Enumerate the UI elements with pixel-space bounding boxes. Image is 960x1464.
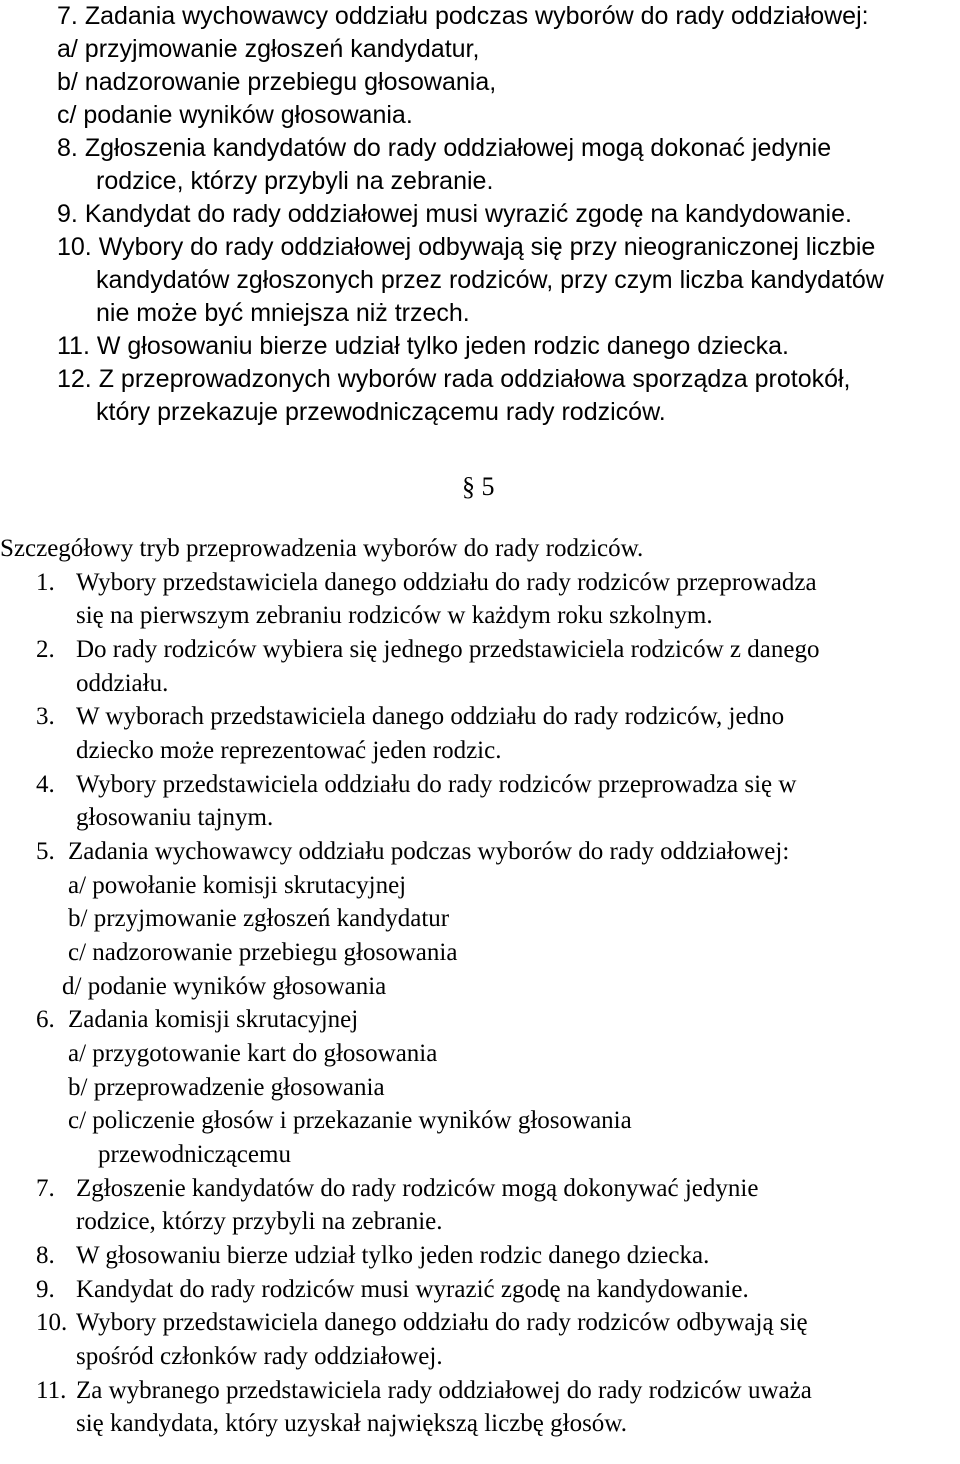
list-item: a/ przygotowanie kart do głosowania <box>68 1040 438 1067</box>
list-item: c/ podanie wyników głosowania. <box>57 101 413 129</box>
list-item: się kandydata, który uzyskał największą liczbę głosów. <box>76 1410 627 1437</box>
list-item: c/ policzenie głosów i przekazanie wyników głosowania <box>68 1107 632 1134</box>
list-item: 11. Za wybranego przedstawiciela rady oddziałowej do rady rodziców uważa <box>36 1377 812 1404</box>
list-item: 11. W głosowaniu bierze udział tylko jeden rodzic danego dziecka. <box>57 332 789 360</box>
list-item: 1. Wybory przedstawiciela danego oddziału do rady rodziców przeprowadza <box>36 569 817 596</box>
list-item: rodzice, którzy przybyli na zebranie. <box>76 1208 443 1235</box>
list-item: dziecko może reprezentować jeden rodzic. <box>76 737 502 764</box>
list-item: przewodniczącemu <box>98 1141 291 1168</box>
list-item: spośród członków rady oddziałowej. <box>76 1343 443 1370</box>
list-item: 7. Zadania wychowawcy oddziału podczas wyborów do rady oddziałowej: <box>57 2 869 30</box>
list-item: b/ przeprowadzenie głosowania <box>68 1074 385 1101</box>
list-item: a/ powołanie komisji skrutacyjnej <box>68 872 407 899</box>
list-item: 5. Zadania wychowawcy oddziału podczas wyborów do rady oddziałowej: <box>36 838 790 865</box>
list-item: 9. Kandydat do rady rodziców musi wyrazić zgodę na kandydowanie. <box>36 1276 749 1303</box>
section-heading: § 5 <box>462 472 495 501</box>
list-item: 8. W głosowaniu bierze udział tylko jeden rodzic danego dziecka. <box>36 1242 710 1269</box>
list-item: 6. Zadania komisji skrutacyjnej <box>36 1006 359 1033</box>
list-item: 2. Do rady rodziców wybiera się jednego przedstawiciela rodziców z danego <box>36 636 820 663</box>
list-item: rodzice, którzy przybyli na zebranie. <box>96 167 494 195</box>
section-title: Szczegółowy tryb przeprowadzenia wyborów do rady rodziców. <box>0 535 644 562</box>
list-item: b/ nadzorowanie przebiegu głosowania, <box>57 68 497 96</box>
list-item: kandydatów zgłoszonych przez rodziców, przy czym liczba kandydatów <box>96 266 884 294</box>
list-item: 7. Zgłoszenie kandydatów do rady rodziców mogą dokonywać jedynie <box>36 1175 759 1202</box>
list-item: 4. Wybory przedstawiciela oddziału do rady rodziców przeprowadza się w <box>36 771 797 798</box>
list-item: głosowaniu tajnym. <box>76 804 274 831</box>
list-item: który przekazuje przewodniczącemu rady rodziców. <box>96 398 666 426</box>
list-item: a/ przyjmowanie zgłoszeń kandydatur, <box>57 35 480 63</box>
list-item: d/ podanie wyników głosowania <box>62 973 387 1000</box>
list-item: 12. Z przeprowadzonych wyborów rada oddziałowa sporządza protokół, <box>57 365 851 393</box>
list-item: 10. Wybory do rady oddziałowej odbywają się przy nieograniczonej liczbie <box>57 233 876 261</box>
list-item: 10. Wybory przedstawiciela danego oddziału do rady rodziców odbywają się <box>36 1309 808 1336</box>
list-item: 3. W wyborach przedstawiciela danego oddziału do rady rodziców, jedno <box>36 703 785 730</box>
list-item: c/ nadzorowanie przebiegu głosowania <box>68 939 458 966</box>
list-item: oddziału. <box>76 670 169 697</box>
list-item: nie może być mniejsza niż trzech. <box>96 299 470 327</box>
list-item: 8. Zgłoszenia kandydatów do rady oddziałowej mogą dokonać jedynie <box>57 134 832 162</box>
list-item: 9. Kandydat do rady oddziałowej musi wyrazić zgodę na kandydowanie. <box>57 200 852 228</box>
list-item: się na pierwszym zebraniu rodziców w każdym roku szkolnym. <box>76 602 713 629</box>
list-item: b/ przyjmowanie zgłoszeń kandydatur <box>68 905 450 932</box>
